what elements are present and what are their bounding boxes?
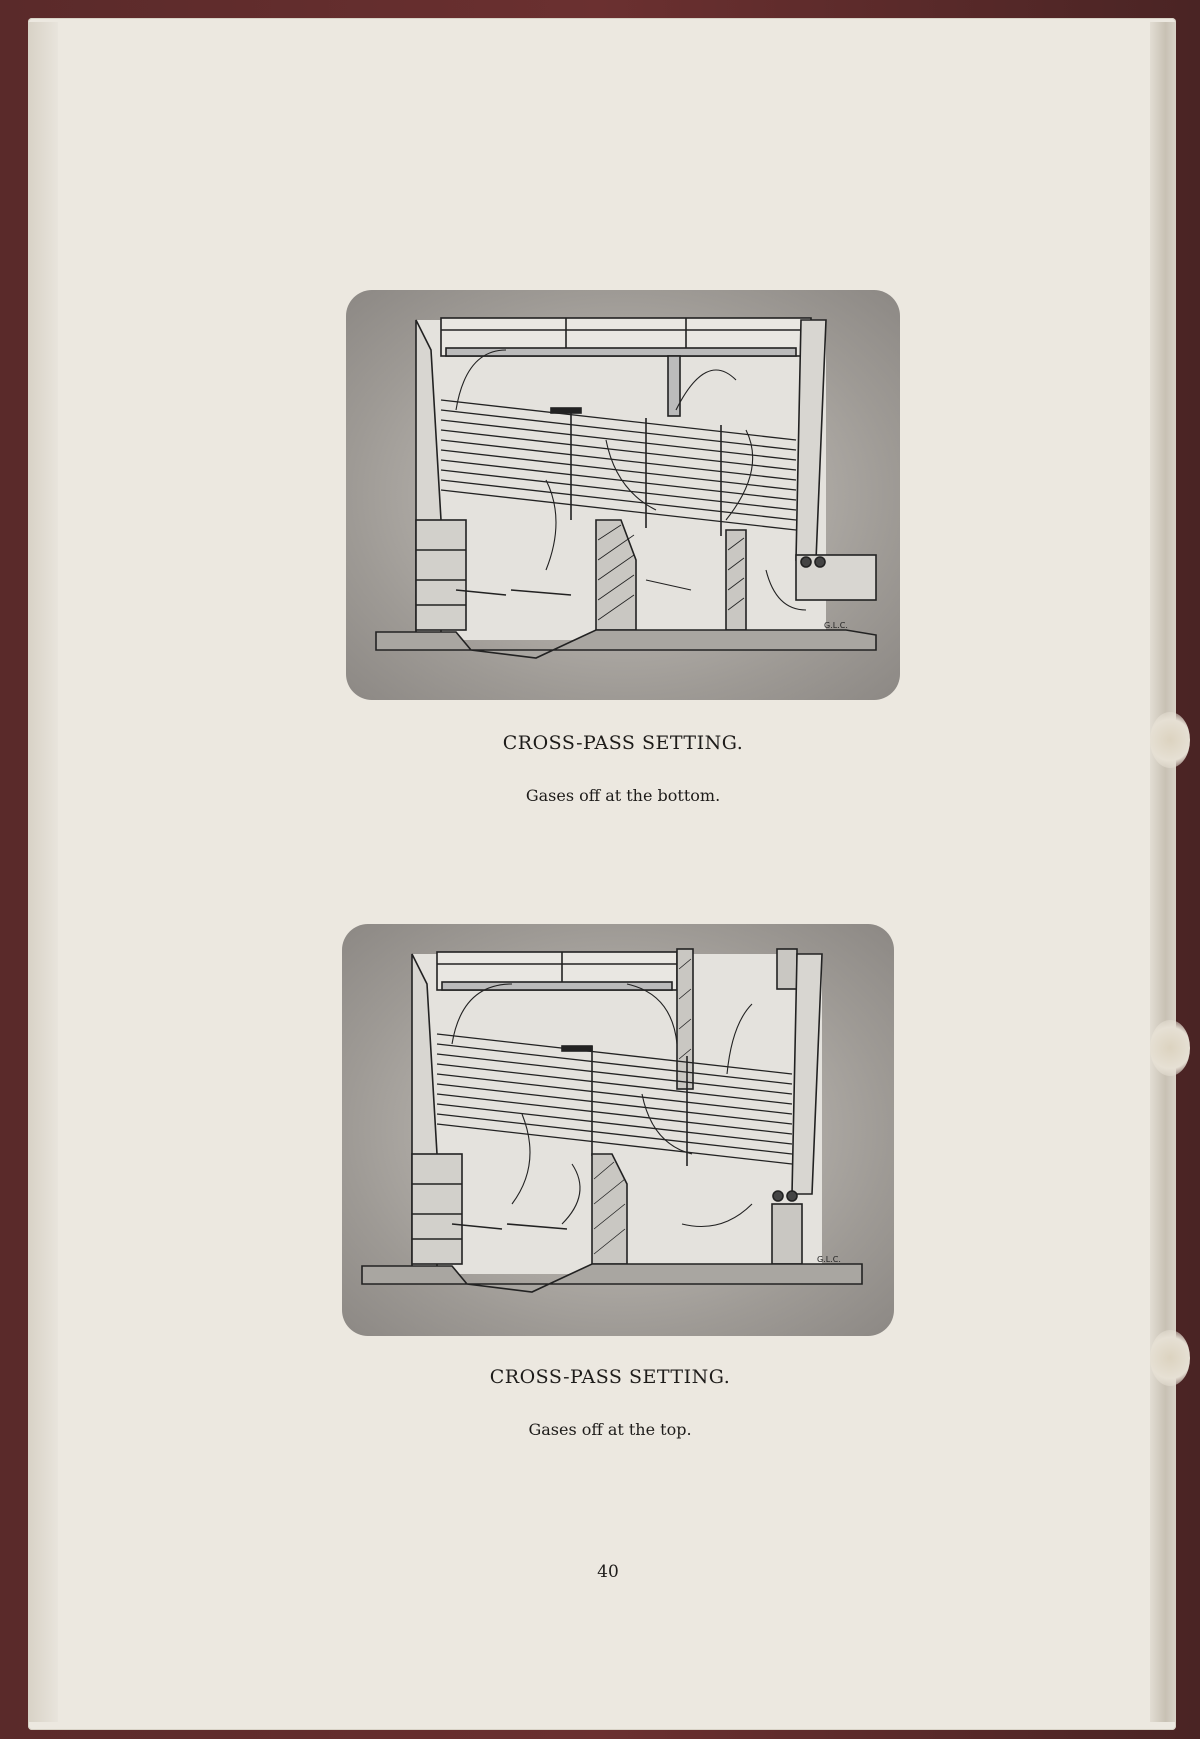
figure-cross-pass-top <box>342 924 894 1336</box>
figure-title: CROSS-PASS SETTING. <box>502 732 744 754</box>
figure-subtitle: Gases off at the bottom. <box>525 786 721 805</box>
figure-signature: G.L.C. <box>817 1255 841 1264</box>
figure-signature: G.L.C. <box>824 621 848 630</box>
page-edge-left <box>28 22 58 1722</box>
boiler-diagram-top <box>342 924 894 1336</box>
figure-title: CROSS-PASS SETTING. <box>489 1366 731 1388</box>
binding-mark <box>1150 1020 1190 1076</box>
figure-cross-pass-bottom <box>346 290 900 700</box>
page-edge-right <box>1150 22 1176 1722</box>
binding-mark <box>1150 712 1190 768</box>
page-number: 40 <box>597 1562 619 1582</box>
binding-mark <box>1150 1330 1190 1386</box>
boiler-diagram-bottom <box>346 290 900 700</box>
figure-subtitle: Gases off at the top. <box>528 1420 692 1439</box>
book-page <box>28 18 1176 1730</box>
